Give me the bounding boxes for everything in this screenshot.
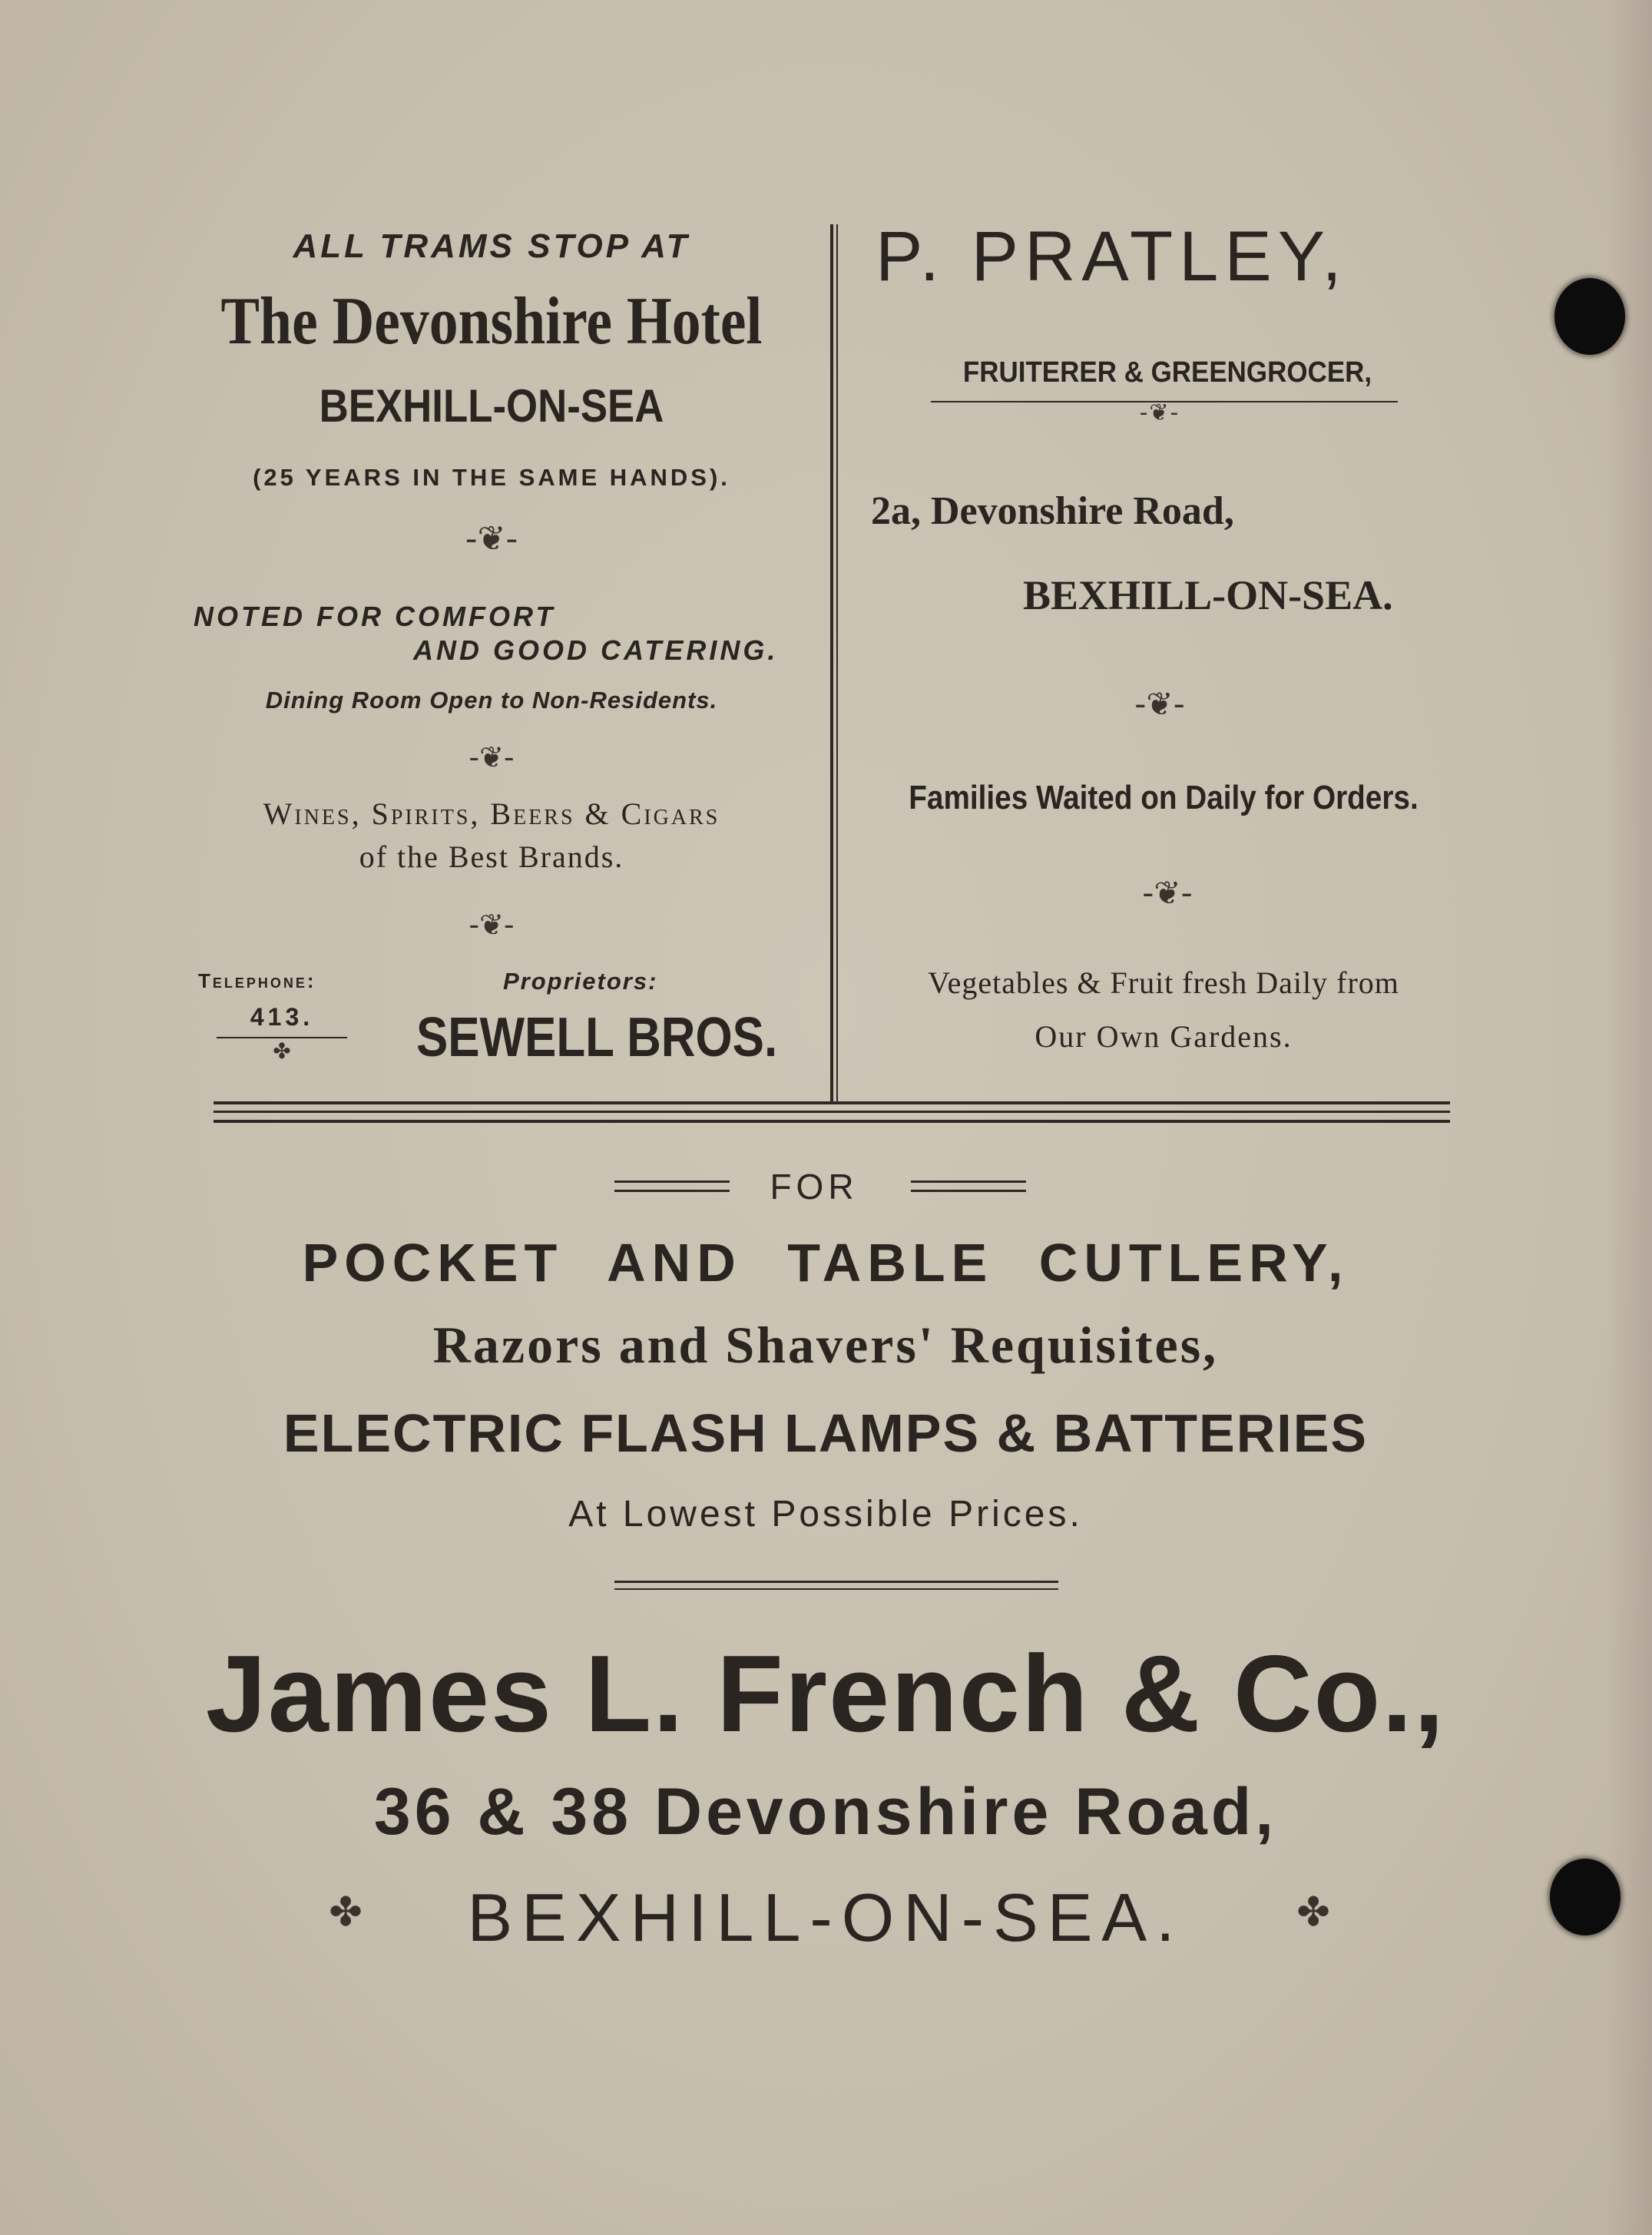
short-rule-2 [614, 1588, 1058, 1590]
for-label: FOR [770, 1167, 859, 1207]
trefoil-ornament-right-icon: ✤ [1296, 1889, 1330, 1935]
company-address: 36 & 38 Devonshire Road, [373, 1775, 1278, 1849]
section-rule-3 [214, 1120, 1450, 1123]
telephone-number: 413. [250, 1003, 314, 1031]
section-rule-2 [214, 1111, 1450, 1113]
punch-hole-top [1554, 278, 1625, 355]
punch-hole-bottom [1550, 1859, 1621, 1935]
fleuron-ornament-icon: -❦- [1142, 874, 1193, 912]
telephone-label: Telephone: [198, 969, 316, 992]
column-divider-2 [836, 224, 838, 1101]
company-name: James L. French & Co., [205, 1633, 1446, 1755]
hotel-name: The Devonshire Hotel [220, 284, 763, 359]
hotel-town: BEXHILL-ON-SEA [319, 380, 664, 432]
short-rule-1 [614, 1581, 1058, 1583]
hotel-drinks-line-2: of the Best Brands. [359, 839, 624, 874]
for-rule-right-2 [911, 1190, 1026, 1192]
proprietors-name: SEWELL BROS. [416, 1007, 778, 1068]
pratley-name: P. PRATLEY, [876, 217, 1348, 296]
hotel-dining-note: Dining Room Open to Non-Residents. [265, 687, 718, 714]
hotel-tagline: ALL TRAMS STOP AT [293, 227, 690, 265]
for-rule-right-1 [911, 1180, 1026, 1183]
pratley-produce-line-2: Our Own Gardens. [1035, 1019, 1293, 1054]
hotel-years-note: (25 YEARS IN THE SAME HANDS). [253, 464, 730, 491]
pratley-town: BEXHILL-ON-SEA. [1023, 572, 1393, 618]
cross-ornament-icon: ✤ [273, 1038, 291, 1064]
pratley-address: 2a, Devonshire Road, [871, 489, 1234, 533]
proprietors-label: Proprietors: [503, 968, 658, 995]
section-rule-1 [214, 1101, 1450, 1104]
pratley-produce-line-1: Vegetables & Fruit fresh Daily from [928, 965, 1399, 1000]
scroll-ornament-icon: -❦- [1139, 399, 1180, 426]
company-town: BEXHILL-ON-SEA. [467, 1879, 1184, 1955]
for-rule-left-2 [614, 1190, 730, 1192]
prices-line: At Lowest Possible Prices. [568, 1494, 1083, 1535]
hotel-noted-line-1: NOTED FOR COMFORT [194, 601, 556, 632]
small-fleuron-icon: -❦- [468, 740, 515, 774]
cutlery-line: POCKET AND TABLE CUTLERY, [302, 1233, 1349, 1293]
lamps-line: ELECTRIC FLASH LAMPS & BATTERIES [283, 1403, 1369, 1463]
fleuron-ornament-icon: -❦- [465, 519, 518, 558]
pratley-trade: FRUITERER & GREENGROCER, [962, 356, 1372, 389]
pratley-service-note: Families Waited on Daily for Orders. [909, 779, 1419, 816]
trefoil-ornament-left-icon: ✤ [329, 1889, 363, 1935]
hotel-drinks-line-1: Wines, Spirits, Beers & Cigars [263, 796, 720, 831]
fleuron-ornament-icon: -❦- [1134, 685, 1185, 723]
razors-line: Razors and Shavers' Requisites, [432, 1316, 1219, 1374]
column-divider-1 [830, 224, 833, 1101]
for-rule-left-1 [614, 1180, 730, 1183]
small-fleuron-icon: -❦- [468, 908, 515, 942]
hotel-noted-line-2: AND GOOD CATERING. [413, 634, 779, 666]
